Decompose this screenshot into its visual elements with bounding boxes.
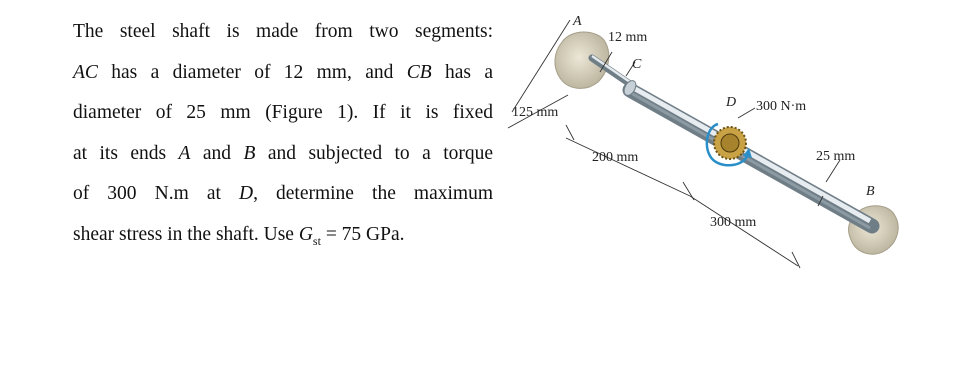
problem-statement	[73, 12, 493, 255]
problem-text: of 300 N.m at	[73, 183, 221, 204]
problem-line-5	[73, 174, 493, 215]
dim-tick-3	[792, 252, 800, 268]
end-a: A	[178, 142, 191, 164]
problem-text: = 75 GPa.	[325, 223, 405, 245]
label-125mm: 125 mm	[512, 105, 559, 120]
label-25mm: 25 mm	[816, 149, 856, 164]
problem-line-2	[73, 53, 493, 94]
dim-leader-torque	[738, 108, 755, 118]
label-b: B	[866, 184, 875, 199]
problem-text: diameter of 25 mm (Figure 1). If it is fixed	[73, 102, 493, 123]
problem-text: The steel shaft is made from two segments:	[73, 21, 493, 42]
dim-tick-2	[683, 182, 694, 200]
problem-line-3	[73, 93, 493, 134]
problem-text: shear stress in the shaft. Use	[73, 223, 294, 245]
label-torque: 300 N·m	[756, 99, 807, 114]
shaft-diagram	[500, 0, 979, 300]
problem-text: , determine the maximum	[253, 183, 493, 204]
dim-line-300	[690, 196, 798, 266]
dim-tick-1	[566, 125, 574, 140]
label-300mm: 300 mm	[710, 215, 757, 230]
shear-modulus-symbol: G	[298, 223, 313, 245]
problem-text: at its ends	[73, 142, 167, 164]
dim-line-bottom	[566, 138, 690, 196]
problem-line-6	[73, 215, 493, 256]
problem-line-4	[73, 134, 493, 175]
label-d: D	[726, 95, 737, 110]
shaft-figure	[500, 0, 979, 300]
segment-ac: AC	[73, 61, 98, 83]
end-b: B	[243, 142, 256, 164]
problem-text: and subjected to a torque	[267, 142, 494, 164]
problem-text: has a	[445, 61, 494, 83]
problem-text: and	[202, 142, 232, 164]
label-c: C	[632, 57, 642, 72]
label-200mm: 200 mm	[592, 150, 639, 165]
problem-line-1	[73, 12, 493, 53]
shear-modulus-subscript: st	[312, 233, 321, 248]
label-a: A	[573, 14, 582, 29]
problem-text: has a diameter of 12 mm, and	[111, 61, 394, 83]
point-d: D	[238, 183, 254, 204]
label-12mm: 12 mm	[608, 30, 648, 45]
segment-cb: CB	[406, 61, 432, 83]
gear-hub	[721, 134, 739, 152]
